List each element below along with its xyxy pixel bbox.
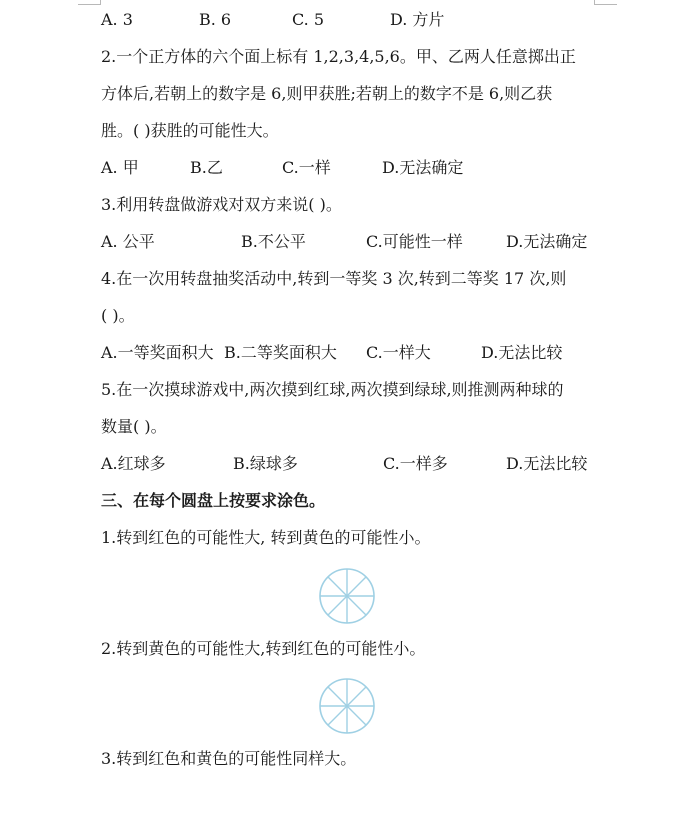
spinner-wheel-1[interactable] [317, 566, 377, 626]
q2-option-d: D.无法确定 [382, 158, 464, 177]
q3-text-line-1: 3.利用转盘做游戏对双方来说( )。 [101, 195, 342, 214]
section-3-item-2: 2.转到黄色的可能性大,转到红色的可能性小。 [101, 639, 426, 658]
q5-text-line-2: 数量( )。 [101, 417, 167, 436]
q5-option-a: A.红球多 [101, 454, 166, 473]
wheel-1-divider [328, 596, 347, 615]
page-corner-mark-right [594, 0, 617, 5]
q1-option-a: A. 3 [101, 10, 133, 29]
q4-option-d: D.无法比较 [481, 343, 563, 362]
section-3-heading: 三、在每个圆盘上按要求涂色。 [101, 491, 326, 510]
q3-option-b: B.不公平 [241, 232, 306, 251]
q2-text-line-1: 2.一个正方体的六个面上标有 1,2,3,4,5,6。甲、乙两人任意掷出正 [101, 47, 576, 66]
q2-text-line-2: 方体后,若朝上的数字是 6,则甲获胜;若朝上的数字不是 6,则乙获 [101, 84, 553, 103]
wheel-2-divider [347, 687, 366, 706]
q4-text-line-1: 4.在一次用转盘抽奖活动中,转到一等奖 3 次,转到二等奖 17 次,则 [101, 269, 567, 288]
q4-option-a: A.一等奖面积大 [101, 343, 214, 362]
q2-option-b: B.乙 [190, 158, 223, 177]
q2-option-a: A. 甲 [101, 158, 139, 177]
q3-option-d: D.无法确定 [506, 232, 588, 251]
q3-option-a: A. 公平 [101, 232, 155, 251]
q4-option-b: B.二等奖面积大 [224, 343, 337, 362]
section-3-item-3: 3.转到红色和黄色的可能性同样大。 [101, 749, 357, 768]
page-corner-mark-left [78, 0, 101, 5]
wheel-2-divider [347, 706, 366, 725]
q5-text-line-1: 5.在一次摸球游戏中,两次摸到红球,两次摸到绿球,则推测两种球的 [101, 380, 564, 399]
q5-option-b: B.绿球多 [233, 454, 298, 473]
q4-option-c: C.一样大 [366, 343, 431, 362]
q2-option-c: C.一样 [282, 158, 331, 177]
section-3-item-1: 1.转到红色的可能性大, 转到黄色的可能性小。 [101, 528, 431, 547]
q3-option-c: C.可能性一样 [366, 232, 463, 251]
wheel-2-divider [328, 706, 347, 725]
wheel-1-divider [347, 577, 366, 596]
q5-option-c: C.一样多 [383, 454, 448, 473]
spinner-wheel-2[interactable] [317, 676, 377, 736]
q1-option-d: D. 方片 [390, 10, 445, 29]
wheel-2-divider [328, 687, 347, 706]
q5-option-d: D.无法比较 [506, 454, 588, 473]
q1-option-c: C. 5 [292, 10, 325, 29]
q1-option-b: B. 6 [199, 10, 232, 29]
wheel-1-divider [347, 596, 366, 615]
q2-text-line-3: 胜。( )获胜的可能性大。 [101, 121, 279, 140]
wheel-1-divider [328, 577, 347, 596]
q4-text-line-2: ( )。 [101, 306, 135, 325]
